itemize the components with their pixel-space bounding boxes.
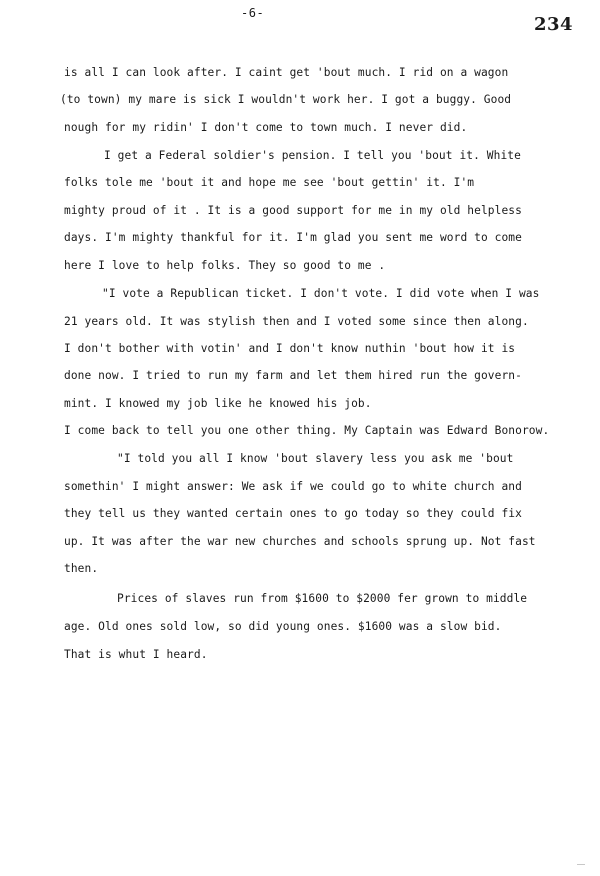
text-line: somethin' I might answer: We ask if we could go to white church and — [64, 480, 522, 493]
text-line: mint. I knowed my job like he knowed his job. — [64, 397, 372, 410]
text-line: (to town) my mare is sick I wouldn't work her. I got a buggy. Good — [60, 93, 512, 106]
text-line: nough for my ridin' I don't come to town much. I never did. — [64, 121, 468, 134]
text-line: folks tole me 'bout it and hope me see 'bout gettin' it. I'm — [64, 176, 475, 189]
text-line: they tell us they wanted certain ones to go today so they could fix — [64, 507, 522, 520]
text-line: age. Old ones sold low, so did young ones. $1600 was a slow bid. — [64, 620, 502, 633]
page-number: -6- — [241, 6, 265, 20]
text-line: is all I can look after. I caint get 'bout much. I rid on a wagon — [64, 66, 509, 79]
text-line: days. I'm mighty thankful for it. I'm glad you sent me word to come — [64, 231, 522, 244]
text-line: I get a Federal soldier's pension. I tell you 'bout it. White — [104, 149, 521, 162]
scan-mark — [577, 864, 585, 865]
text-line: up. It was after the war new churches and schools sprung up. Not fast — [64, 535, 536, 548]
text-line: "I vote a Republican ticket. I don't vote. I did vote when I was — [102, 287, 540, 300]
text-line: then. — [64, 562, 99, 575]
text-line: "I told you all I know 'bout slavery less you ask me 'bout — [117, 452, 514, 465]
text-line: Prices of slaves run from $1600 to $2000 fer grown to middle — [117, 592, 528, 605]
text-line: That is whut I heard. — [64, 648, 208, 661]
text-line: done now. I tried to run my farm and let them hired run the govern- — [64, 369, 522, 382]
text-line: I don't bother with votin' and I don't know nuthin 'bout how it is — [64, 342, 516, 355]
text-line: I come back to tell you one other thing. My Captain was Edward Bonorow. — [64, 424, 550, 437]
text-line: here I love to help folks. They so good to me . — [64, 259, 386, 272]
folio-number: 234 — [534, 14, 574, 35]
text-line: mighty proud of it . It is a good support for me in my old helpless — [64, 204, 522, 217]
text-line: 21 years old. It was stylish then and I voted some since then along. — [64, 315, 529, 328]
